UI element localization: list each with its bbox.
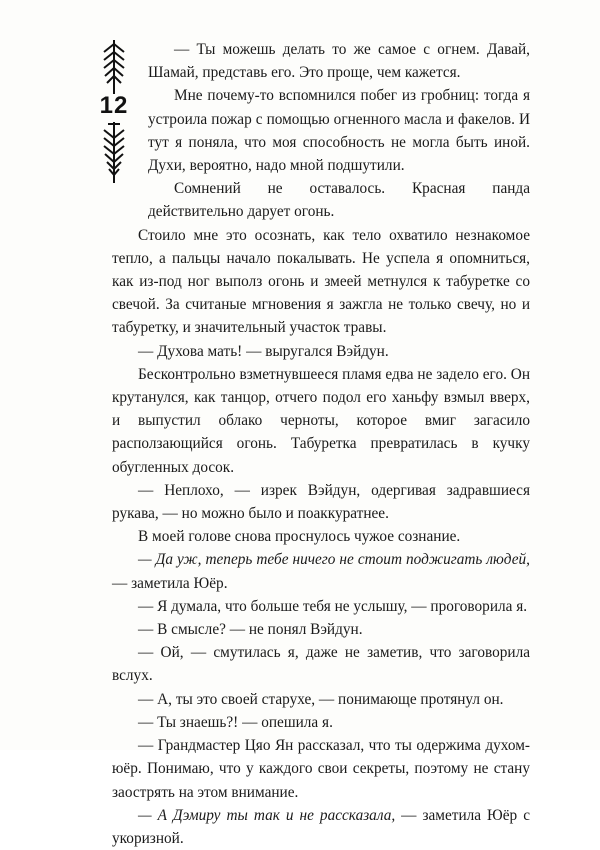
paragraph: — Ой, — смутилась я, даже не заметив, что заговорила вслух. [112, 644, 530, 685]
paragraph [112, 804, 530, 850]
inner-voice-text: — Да уж, теперь тебе ничего не стоит поджигать людей, [138, 551, 530, 569]
paragraph: — Ты знаешь?! — опешила я. [138, 713, 333, 731]
paragraph: В моей голове снова проснулось чужое сознание. [138, 528, 461, 546]
paragraph: Бесконтрольно взметнувшееся пламя едва не задело его. Он крутанулся, как танцор, отчего подол его ханьфу взмыл вверх, и выпустил облако черноты, которое вмиг загасило расползающийся огонь. Табуретка превратилась в кучку обугленных досок. [112, 365, 530, 476]
paragraph [112, 548, 530, 594]
paragraph: — Духова мать! — выругался Вэйдун. [138, 342, 389, 360]
inner-voice-text: — А Дэмиру ты так и не рассказала, [138, 806, 396, 824]
paragraph: Сомнений не оставалось. Красная панда действительно дарует огонь. [148, 180, 530, 221]
paragraph: — Неплохо, — изрек Вэйдун, одергивая задравшиеся рукава, — но можно было и поаккуратнее. [112, 481, 530, 523]
paragraph: — В смысле? — не понял Вэйдун. [138, 621, 363, 639]
paragraph: — Грандмастер Цяо Ян рассказал, что ты одержима духом-юёр. Понимаю, что у каждого свои секреты, поэтому не стану заострять на этом внимание. [112, 737, 530, 801]
page-body [112, 38, 530, 850]
paragraph: — А, ты это своей старухе, — понимающе протянул он. [138, 690, 504, 708]
paragraph: — Ты можешь делать то же самое с огнем. Давай, Шамай, представь его. Это проще, чем кажется. [148, 41, 530, 82]
paragraph: Стоило мне это осознать, как тело охватило незнакомое тепло, а пальцы начало покалывать. Не успела я опомниться, как из-под ног выполз огонь и змеей метнулся к табуретке со свечой. За считаные мгновения я зажгла не только свечу, но и табуретку, и значительный участок травы. [112, 226, 530, 337]
paragraph: Мне почему-то вспомнился побег из гробниц: тогда я устроила пожар с помощью огненного масла и факелов. И тут я поняла, что моя способность не могла быть иной. Духи, вероятно, надо мной подшутили. [148, 87, 530, 175]
dialogue-attribution: — заметила Юёр. [112, 574, 228, 592]
dialogue-attribution: — заметила Юёр с укоризной. [112, 806, 530, 847]
paragraph: — Я думала, что больше тебя не услышу, — проговорила я. [138, 597, 528, 615]
page-number: 12 [92, 94, 136, 118]
